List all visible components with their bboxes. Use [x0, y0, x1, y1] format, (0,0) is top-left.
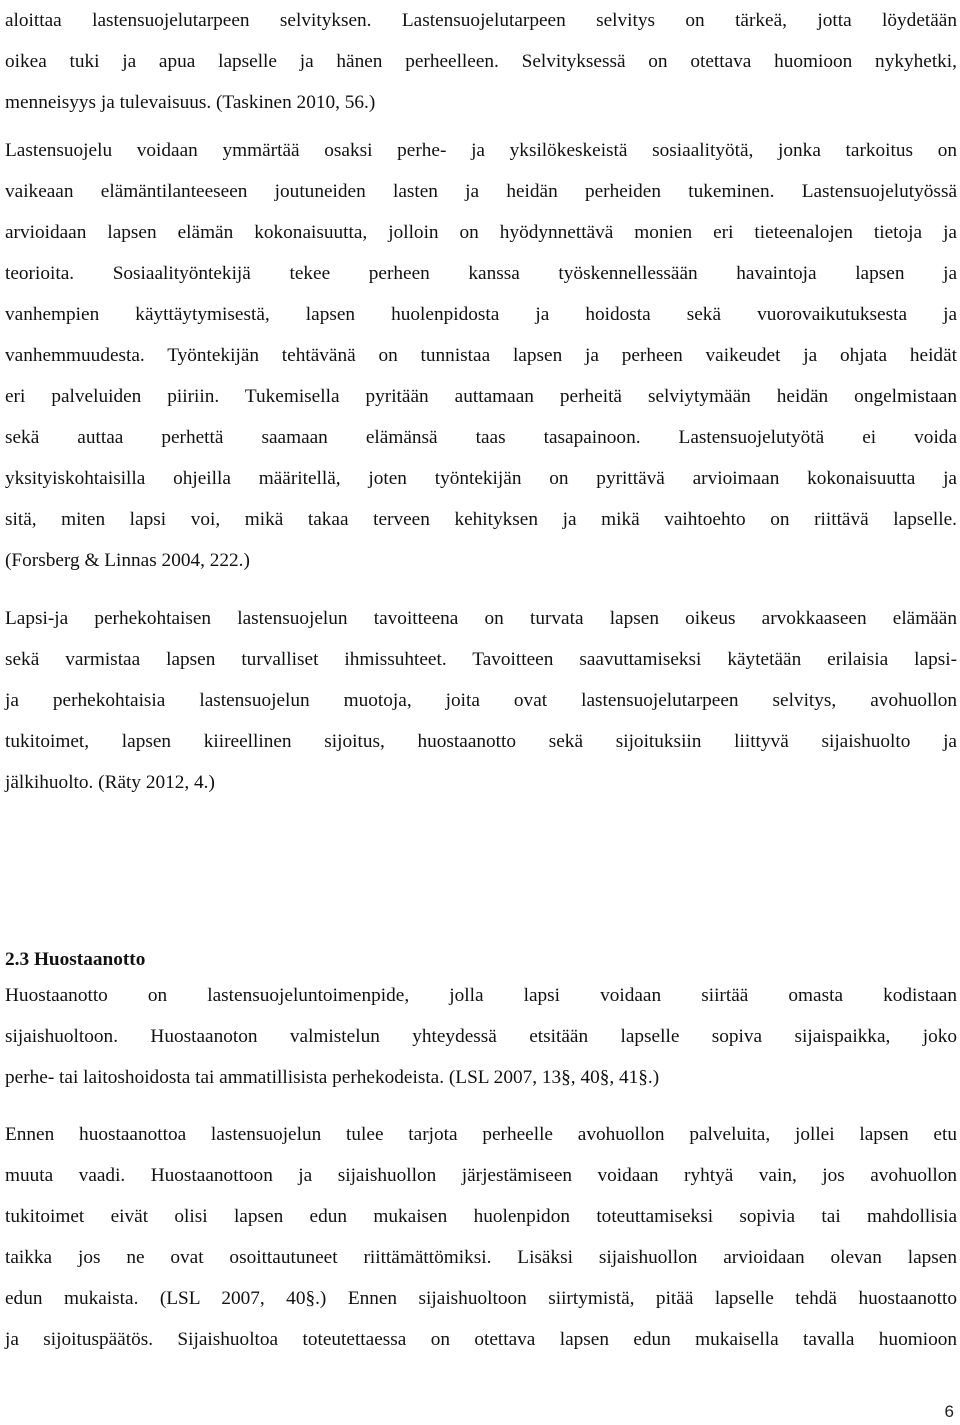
- paragraph-family-child-welfare-goals: [5, 598, 957, 803]
- text-line: tukitoimet eivät olisi lapsen edun mukaisen huolenpidon toteuttamiseksi sopivia tai mahdollisia: [5, 1206, 957, 1227]
- page-number: 6: [944, 1402, 954, 1421]
- paragraph-child-welfare-assessment: [5, 0, 957, 123]
- paragraph-custody-prerequisites: [5, 1114, 957, 1360]
- text-line: vanhempien käyttäytymisestä, lapsen huolenpidosta ja hoidosta sekä vuorovaikutuksesta ja: [5, 304, 957, 325]
- text-line: menneisyys ja tulevaisuus. (Taskinen 2010, 56.): [5, 92, 376, 113]
- text-line: ja sijoituspäätös. Sijaishuoltoa toteutettaessa on otettava lapsen edun mukaisella tavalla huomioon: [5, 1329, 957, 1350]
- text-line: sitä, miten lapsi voi, mikä takaa terveen kehityksen ja mikä vaihtoehto on riittävä lapselle.: [5, 509, 957, 530]
- text-line: Lapsi-ja perhekohtaisen lastensuojelun tavoitteena on turvata lapsen oikeus arvokkaaseen elämään: [5, 608, 957, 629]
- text-line: arvioidaan lapsen elämän kokonaisuutta, jolloin on hyödynnettävä monien eri tieteenalojen tietoja ja: [5, 222, 957, 243]
- text-line: tukitoimet, lapsen kiireellinen sijoitus, huostaanotto sekä sijoituksiin liittyvä sijaishuolto ja: [5, 731, 957, 752]
- paragraph-child-welfare-social-work: [5, 130, 957, 581]
- text-line: sekä auttaa perhettä saamaan elämänsä taas tasapainoon. Lastensuojelutyötä ei voida: [5, 427, 957, 448]
- text-line: aloittaa lastensuojelutarpeen selvityksen. Lastensuojelutarpeen selvitys on tärkeä, jotta löydetään: [5, 10, 957, 31]
- text-line: vanhemmuudesta. Työntekijän tehtävänä on tunnistaa lapsen ja perheen vaikeudet ja ohjata heidät: [5, 345, 957, 366]
- text-line: vaikeaan elämäntilanteeseen joutuneiden lasten ja heidän perheiden tukeminen. Lastensuojelutyössä: [5, 181, 957, 202]
- text-line: perhe- tai laitoshoidosta tai ammatillisista perhekodeista. (LSL 2007, 13§, 40§, 41§.): [5, 1067, 660, 1088]
- paragraph-custody-definition: [5, 975, 957, 1098]
- text-line: taikka jos ne ovat osoittautuneet riittämättömiksi. Lisäksi sijaishuollon arvioidaan olevan lapsen: [5, 1247, 957, 1268]
- text-line: edun mukaista. (LSL 2007, 40§.) Ennen sijaishuoltoon siirtymistä, pitää lapselle tehdä huostaanotto: [5, 1288, 957, 1309]
- text-line: Lastensuojelu voidaan ymmärtää osaksi perhe- ja yksilökeskeistä sosiaalityötä, jonka tarkoitus on: [5, 140, 957, 161]
- text-line: yksityiskohtaisilla ohjeilla määritellä, joten työntekijän on pyrittävä arvioimaan kokonaisuutta ja: [5, 468, 957, 489]
- text-line: sekä varmistaa lapsen turvalliset ihmissuhteet. Tavoitteen saavuttamiseksi käytetään erilaisia lapsi-: [5, 649, 957, 670]
- text-line: ja perhekohtaisia lastensuojelun muotoja, joita ovat lastensuojelutarpeen selvitys, avohuollon: [5, 690, 957, 711]
- text-line: Huostaanotto on lastensuojeluntoimenpide, jolla lapsi voidaan siirtää omasta kodistaan: [5, 985, 957, 1006]
- text-line: jälkihuolto. (Räty 2012, 4.): [5, 772, 215, 793]
- text-line: Ennen huostaanottoa lastensuojelun tulee tarjota perheelle avohuollon palveluita, jollei lapsen etu: [5, 1124, 957, 1145]
- text-line: sijaishuoltoon. Huostaanoton valmistelun yhteydessä etsitään lapselle sopiva sijaispaikka, joko: [5, 1026, 957, 1047]
- text-line: teorioita. Sosiaalityöntekijä tekee perheen kanssa työskennellessään havaintoja lapsen ja: [5, 263, 957, 284]
- section-number: 2.3: [5, 949, 30, 970]
- section-title: Huostaanotto: [33, 949, 146, 970]
- text-line: eri palveluiden piiriin. Tukemisella pyritään auttamaan perheitä selviytymään heidän ongelmistaan: [5, 386, 957, 407]
- text-line: muuta vaadi. Huostaanottoon ja sijaishuollon järjestämiseen voidaan ryhtyä vain, jos avohuollon: [5, 1165, 957, 1186]
- text-line: oikea tuki ja apua lapselle ja hänen perheelleen. Selvityksessä on otettava huomioon nykyhetki,: [5, 51, 957, 72]
- text-line: (Forsberg & Linnas 2004, 222.): [5, 550, 250, 571]
- section-heading: [5, 945, 145, 975]
